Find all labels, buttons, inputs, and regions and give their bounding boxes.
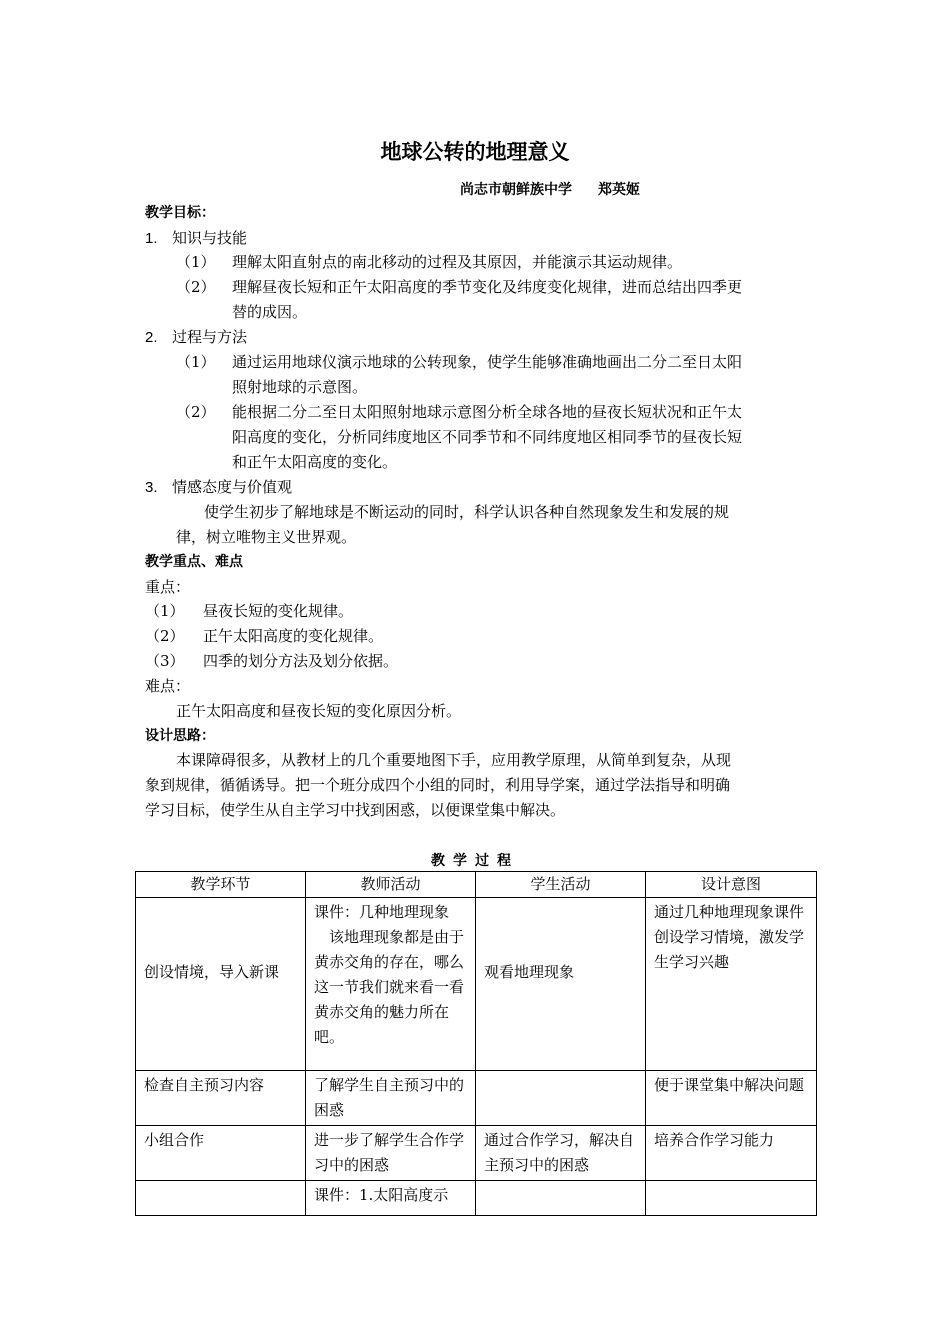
- header-intent: 设计意图: [646, 872, 817, 898]
- design-text-line-3: 学习目标，使学生从自主学习中找到困惑，以便课堂集中解决。: [145, 801, 566, 819]
- cell-stage: 小组合作: [136, 1126, 306, 1181]
- author-school: 尚志市朝鲜族中学: [460, 182, 572, 198]
- objective-1-1-number: （1）: [176, 253, 216, 271]
- cell-intent: 通过几种地理现象课件创设学习情境，激发学生学习兴趣: [646, 898, 817, 1071]
- objective-1-1-text: 理解太阳直射点的南北移动的过程及其原因，并能演示其运动规律。: [232, 253, 683, 271]
- cell-student: [476, 1181, 646, 1216]
- objective-2-1-text: 通过运用地球仪演示地球的公转现象，使学生能够准确地画出二分二至日太阳: [232, 353, 743, 371]
- difficulty-text: 正午太阳高度和昼夜长短的变化原因分析。: [176, 702, 462, 720]
- cell-student: 通过合作学习，解决自主预习中的困惑: [476, 1126, 646, 1181]
- focus-1-number: （1）: [145, 602, 185, 620]
- table-row: [136, 1126, 817, 1181]
- table-row: [136, 1071, 817, 1126]
- focus-label: 重点：: [145, 578, 191, 596]
- process-table-caption: 教学过程: [431, 853, 519, 869]
- objective-1-number: 1.: [145, 230, 158, 247]
- cell-stage: [136, 1181, 306, 1216]
- focus-1-text: 昼夜长短的变化规律。: [203, 602, 354, 620]
- objective-1-2-number: （2）: [176, 278, 216, 296]
- table-row: [136, 898, 817, 1071]
- objective-2-2-text-cont: 阳高度的变化，分析同纬度地区不同季节和不同纬度地区相同季节的昼夜长短: [232, 428, 743, 446]
- cell-stage: 检查自主预习内容: [136, 1071, 306, 1126]
- objective-2-1-number: （1）: [176, 353, 216, 371]
- cell-intent: 便于课堂集中解决问题: [646, 1071, 817, 1126]
- focus-3-text: 四季的划分方法及划分依据。: [203, 652, 399, 670]
- objective-3-number: 3.: [145, 479, 158, 496]
- objective-2-2-text: 能根据二分二至日太阳照射地球示意图分析全球各地的昼夜长短状况和正午太: [232, 403, 743, 421]
- cell-stage: 创设情境，导入新课: [136, 898, 306, 1071]
- table-row: [136, 1181, 817, 1216]
- header-stage: 教学环节: [136, 872, 306, 898]
- cell-intent: [646, 1181, 817, 1216]
- objective-3-label: 情感态度与价值观: [172, 478, 293, 496]
- header-student: 学生活动: [476, 872, 646, 898]
- design-text-line-1: 本课障碍很多，从教材上的几个重要地图下手，应用教学原理，从简单到复杂，从现: [176, 751, 732, 769]
- cell-teacher: 了解学生自主预习中的困惑: [306, 1071, 476, 1126]
- cell-teacher: 课件：几种地理现象 该地理现象都是由于黄赤交角的存在，哪么这一节我们就来看一看黄赤交角的魅力所在吧。: [306, 898, 476, 1071]
- objective-2-2-text-cont2: 和正午太阳高度的变化。: [232, 453, 398, 471]
- design-heading: 设计思路：: [145, 728, 215, 744]
- cell-teacher: 课件：1.太阳高度示: [306, 1181, 476, 1216]
- focus-3-number: （3）: [145, 652, 185, 670]
- objective-3-text: 使学生初步了解地球是不断运动的同时，科学认识各种自然现象发生和发展的规: [204, 503, 730, 521]
- objective-3-text-cont: 律，树立唯物主义世界观。: [176, 528, 357, 546]
- author-line: [460, 178, 640, 203]
- objective-2-2-number: （2）: [176, 403, 216, 421]
- design-text-line-2: 象到规律，循循诱导。把一个班分成四个小组的同时，利用导学案，通过学法指导和明确: [145, 776, 731, 794]
- table-header-row: [136, 872, 817, 898]
- page-title: 地球公转的地理意义: [380, 140, 570, 164]
- cell-teacher: 进一步了解学生合作学习中的困惑: [306, 1126, 476, 1181]
- objective-2-number: 2.: [145, 329, 158, 346]
- focus-2-text: 正午太阳高度的变化规律。: [203, 627, 384, 645]
- author-name: 郑英姬: [598, 182, 640, 198]
- difficulty-label: 难点：: [145, 677, 191, 695]
- cell-intent: 培养合作学习能力: [646, 1126, 817, 1181]
- objective-1-2-text-cont: 替的成因。: [232, 303, 308, 321]
- process-table: [135, 871, 817, 1216]
- cell-student: 观看地理现象: [476, 898, 646, 1071]
- cell-student: [476, 1071, 646, 1126]
- objectives-heading: 教学目标：: [145, 205, 215, 221]
- objective-1-2-text: 理解昼夜长短和正午太阳高度的季节变化及纬度变化规律，进而总结出四季更: [232, 278, 743, 296]
- focus-2-number: （2）: [145, 627, 185, 645]
- objective-2-1-text-cont: 照射地球的示意图。: [232, 378, 368, 396]
- objective-1-label: 知识与技能: [172, 229, 248, 247]
- header-teacher: 教师活动: [306, 872, 476, 898]
- key-points-heading: 教学重点、难点: [145, 554, 243, 570]
- objective-2-label: 过程与方法: [172, 328, 248, 346]
